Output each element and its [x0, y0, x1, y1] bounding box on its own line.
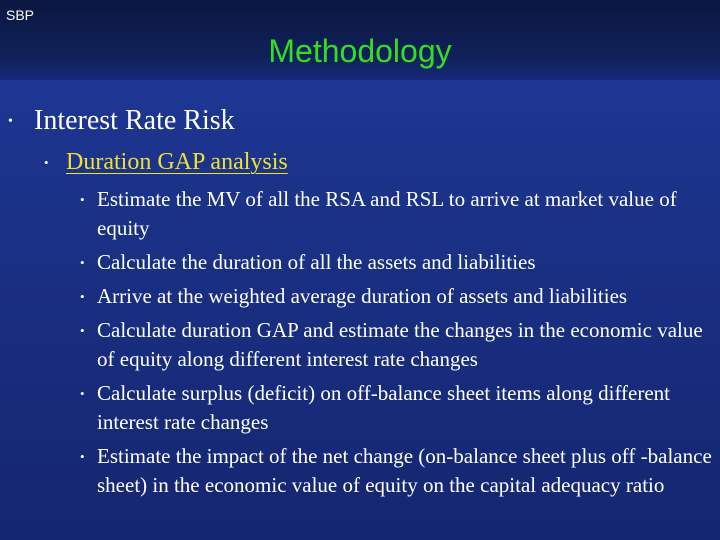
bullet-icon: • [44, 155, 49, 170]
methodology-steps-list [80, 185, 716, 505]
bullet-icon: • [80, 386, 85, 401]
bullet-icon: • [80, 255, 85, 270]
step-text: Estimate the impact of the net change (on-balance sheet plus off -balance sheet) in the economic value of equity on the capital adequacy ratio [97, 444, 712, 497]
corner-label: SBP [6, 7, 35, 23]
step-text: Calculate surplus (deficit) on off-balance sheet items along different interest rate changes [97, 381, 671, 434]
list-item [80, 379, 716, 437]
level1-heading: Interest Rate Risk [34, 105, 235, 136]
level2-heading: Duration GAP analysis [66, 149, 288, 175]
list-item [80, 248, 716, 277]
list-item [80, 316, 716, 374]
slide-title: Methodology [268, 33, 452, 69]
step-text: Calculate the duration of all the assets and liabilities [97, 250, 536, 274]
list-item [80, 185, 716, 243]
bullet-icon: • [80, 289, 85, 304]
list-item [80, 282, 716, 311]
bullet-icon: • [80, 449, 85, 464]
step-text: Arrive at the weighted average duration of assets and liabilities [97, 284, 628, 308]
bullet-icon: • [80, 323, 85, 338]
list-item [80, 442, 716, 500]
step-text: Calculate duration GAP and estimate the changes in the economic value of equity along different interest rate changes [97, 318, 703, 371]
bullet-icon: • [8, 114, 13, 129]
bullet-icon: • [80, 192, 85, 207]
step-text: Estimate the MV of all the RSA and RSL to arrive at market value of equity [97, 187, 677, 240]
